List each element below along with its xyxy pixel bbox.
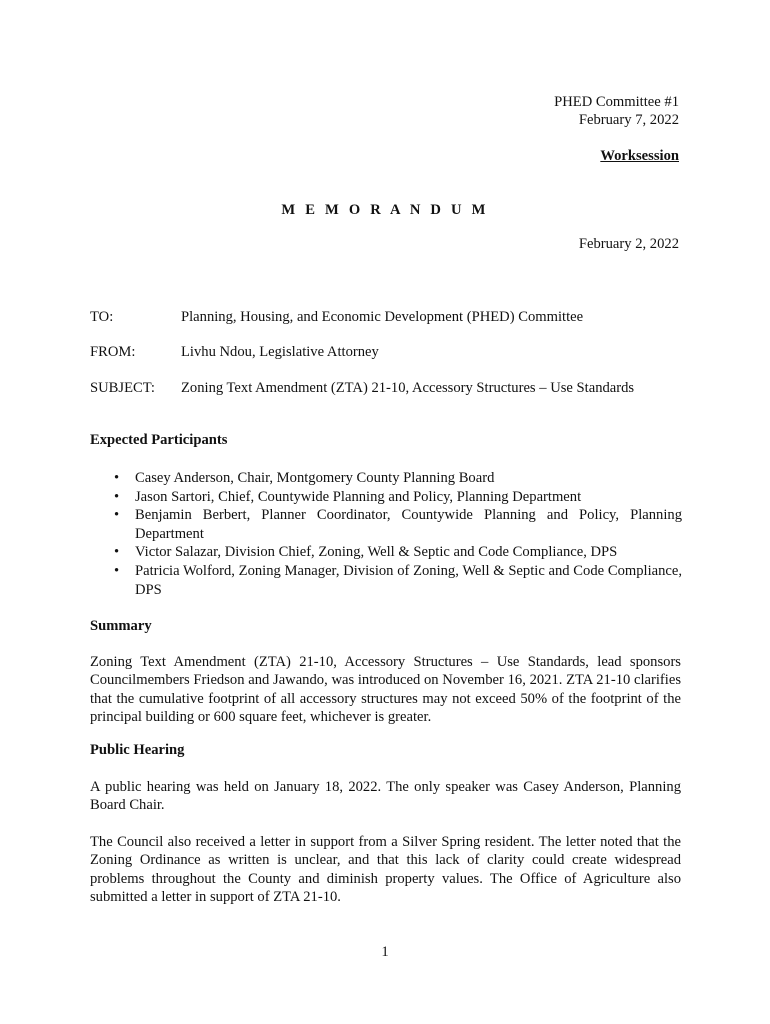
to-label: TO: [90, 309, 114, 325]
participants-list [90, 469, 682, 599]
subject-label: SUBJECT: [90, 380, 155, 396]
list-item [90, 469, 682, 488]
participant-name: Victor Salazar, Division Chief, Zoning, Well & Septic and Code Compliance, DPS [135, 544, 618, 561]
list-item [90, 543, 682, 562]
list-item [90, 562, 682, 599]
from-label: FROM: [90, 344, 136, 360]
participant-name: Jason Sartori, Chief, Countywide Planning and Policy, Planning Department [135, 488, 582, 505]
page-number: 1 [381, 944, 389, 960]
session-type: Worksession [600, 148, 679, 164]
participant-name: Casey Anderson, Chair, Montgomery County Planning Board [135, 470, 495, 486]
participant-name: Benjamin Berbert, Planner Coordinator, Countywide Planning and Policy, Planning Department [135, 507, 682, 542]
summary-heading: Summary [90, 618, 152, 634]
public-hearing-paragraph-2: The Council also received a letter in support from a Silver Spring resident. The letter noted that the Zoning Ordinance as written is unclear, and that this lack of clarity could create widespread problems throughout the County and diminish property values. The Office of Agriculture also submitted a letter in support of ZTA 21-10. [90, 834, 681, 906]
participant-name: Patricia Wolford, Zoning Manager, Division of Zoning, Well & Septic and Code Compliance, DPS [135, 562, 682, 598]
bullet-icon: • [114, 562, 120, 579]
to-value: Planning, Housing, and Economic Development (PHED) Committee [181, 309, 584, 325]
participants-heading: Expected Participants [90, 432, 228, 448]
summary-text: Zoning Text Amendment (ZTA) 21-10, Accessory Structures – Use Standards, lead sponsors Councilmembers Friedson and Jawando, was introduced on November 16, 2021. ZTA 21-10 clarifies that the cumulative footprint of all accessory structures may not exceed 50% of the footprint of the principal building or 600 square feet, whichever is greater. [90, 654, 681, 726]
bullet-icon: • [114, 544, 120, 561]
bullet-icon: • [114, 488, 120, 505]
bullet-icon: • [114, 470, 120, 486]
public-hearing-paragraph-1: A public hearing was held on January 18, 2022. The only speaker was Casey Anderson, Planning Board Chair. [90, 779, 681, 814]
memo-date: February 2, 2022 [578, 236, 679, 252]
list-item [90, 506, 682, 543]
committee-number: PHED Committee #1 [554, 94, 679, 110]
from-value: Livhu Ndou, Legislative Attorney [181, 344, 379, 360]
subject-value: Zoning Text Amendment (ZTA) 21-10, Accessory Structures – Use Standards [181, 380, 635, 396]
memo-title: M E M O R A N D U M [281, 202, 489, 218]
list-item [90, 488, 682, 507]
meeting-date: February 7, 2022 [578, 112, 679, 128]
public-hearing-heading: Public Hearing [90, 742, 185, 758]
bullet-icon: • [114, 507, 120, 524]
